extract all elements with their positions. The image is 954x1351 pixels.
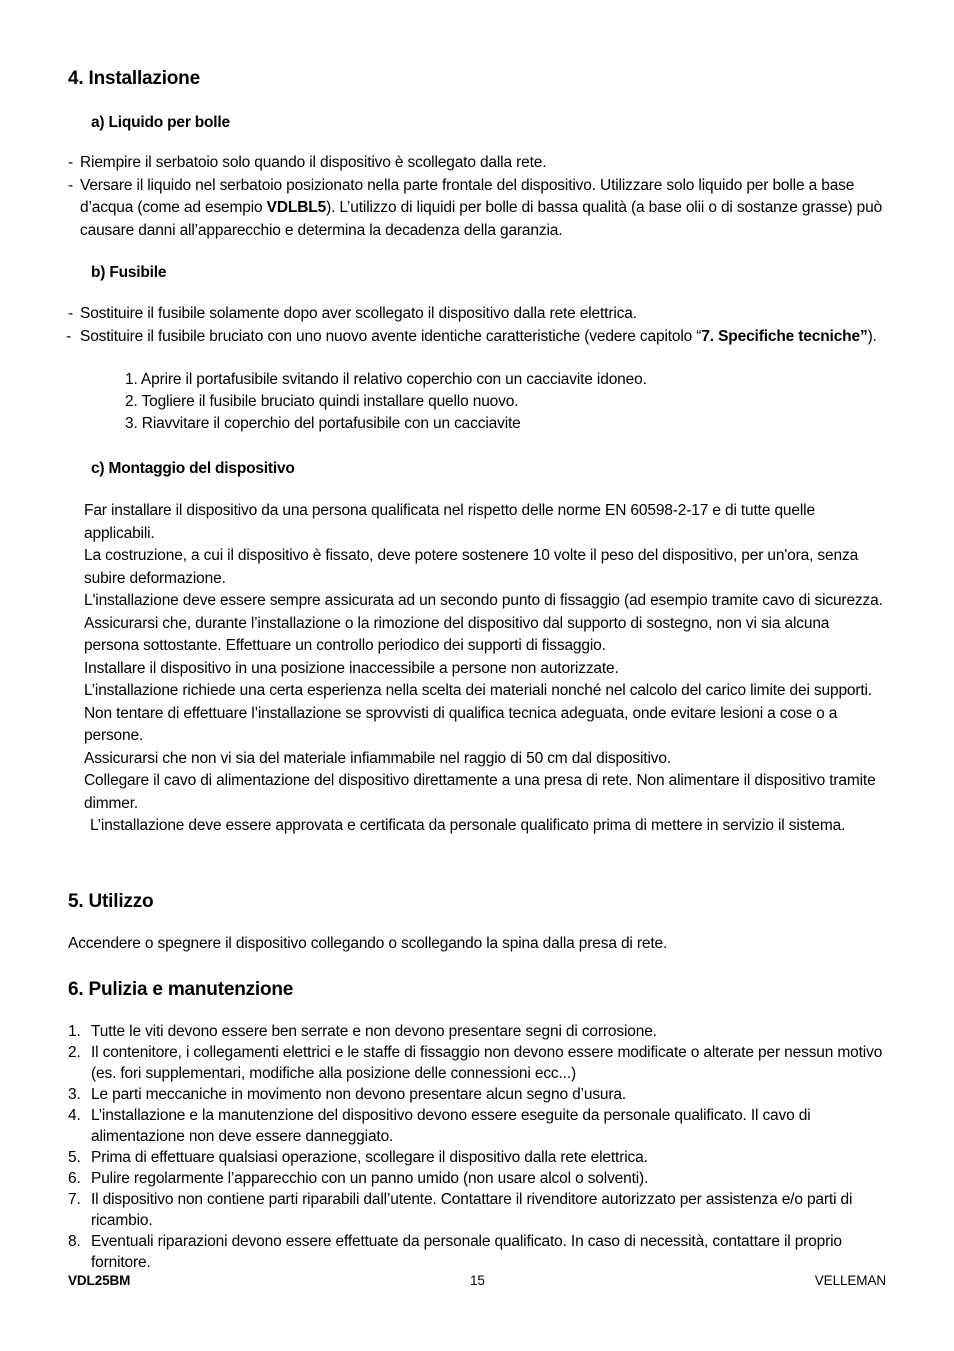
- item-number: 3.: [68, 1086, 81, 1103]
- item-number: 8.: [68, 1233, 81, 1250]
- paragraph: Assicurarsi che, durante l’installazione o la rimozione del dispositivo dal supporto di sostegno, non vi sia alcuna persona sottostante. Effettuare un controllo periodico dei supporti di fissaggio.: [84, 614, 830, 654]
- subsection-b-heading: b) Fusibile: [91, 264, 167, 281]
- paragraph: La costruzione, a cui il dispositivo è fissato, deve potere sostenere 10 volte il peso del dispositivo, per un'ora, senza subire deformazione.: [84, 547, 859, 587]
- paragraph: L'installazione deve essere sempre assicurata ad un secondo punto di fissaggio (ad esempio tramite cavo di sicurezza.: [84, 592, 883, 609]
- list-item: [68, 1168, 883, 1189]
- subsection-a-heading: a) Liquido per bolle: [91, 114, 230, 131]
- list-item: [68, 1147, 883, 1168]
- item-number: 4.: [68, 1107, 81, 1124]
- list-item: [68, 1021, 883, 1042]
- list-item-text: Pulire regolarmente l’apparecchio con un panno umido (non usare alcol o solventi).: [91, 1170, 649, 1187]
- subsection-c-heading: c) Montaggio del dispositivo: [91, 460, 295, 477]
- subsection-c-body: [84, 500, 884, 838]
- step-item: 3. Riavvitare il coperchio del portafusibile con un cacciavite: [125, 415, 521, 432]
- paragraph: Far installare il dispositivo da una persona qualificata nel rispetto delle norme EN 60598-2-17 e di tutte quelle applicabili.: [84, 502, 815, 542]
- maintenance-list: [68, 1021, 883, 1273]
- section-6-heading: 6. Pulizia e manutenzione: [68, 979, 294, 1000]
- list-item-text: Le parti meccaniche in movimento non devono presentare alcun segno d’usura.: [91, 1086, 627, 1103]
- list-item-text: Sostituire il fusibile solamente dopo aver scollegato il dispositivo dalla rete elettrica.: [80, 305, 637, 322]
- section-4-heading: 4. Installazione: [68, 68, 200, 89]
- product-code: VDLBL5: [266, 199, 327, 216]
- subsection-a-list: [68, 152, 883, 242]
- list-item: - Sostituire il fusibile bruciato con uno nuovo avente identiche caratteristiche (vedere capitolo “7. Specifiche tecniche”).: [66, 327, 877, 345]
- list-item: - Riempire il serbatoio solo quando il dispositivo è scollegato dalla rete.: [68, 154, 547, 171]
- footer-page-number: 15: [470, 1273, 485, 1288]
- item-number: 5.: [68, 1149, 81, 1166]
- list-item-text: Versare il liquido nel serbatoio posizionato nella parte frontale del dispositivo. Utilizzare solo liquido per bolle a base d’acqua (come ad esempio: [80, 176, 855, 216]
- item-number: 6.: [68, 1170, 81, 1187]
- footer-brand: VELLEMAN: [814, 1273, 886, 1288]
- list-item-text: Eventuali riparazioni devono essere effettuate da personale qualificato. In caso di necessità, contattare il proprio fornitore.: [91, 1233, 842, 1271]
- list-item-text: Tutte le viti devono essere ben serrate e non devono presentare segni di corrosione.: [91, 1023, 657, 1040]
- paragraph: Collegare il cavo di alimentazione del dispositivo direttamente a una presa di rete. Non alimentare il dispositivo tramite dimmer.: [84, 772, 876, 812]
- paragraph: Installare il dispositivo in una posizione inaccessibile a persone non autorizzate.: [84, 659, 619, 677]
- list-item: [68, 1231, 883, 1273]
- step-item: 1. Aprire il portafusibile svitando il relativo coperchio con un cacciavite idoneo.: [125, 371, 647, 388]
- list-item-text: Sostituire il fusibile bruciato con uno nuovo avente identiche caratteristiche (vedere capitolo “: [80, 327, 702, 345]
- paragraph: L’installazione deve essere approvata e certificata da personale qualificato prima di mettere in servizio il sistema.: [90, 817, 846, 834]
- list-item-text: L’installazione e la manutenzione del dispositivo devono essere eseguite da personale qualificato. Il cavo di alimentazione non deve essere danneggiato.: [91, 1107, 811, 1145]
- list-item: [68, 1042, 883, 1084]
- list-item-text: Prima di effettuare qualsiasi operazione, scollegare il dispositivo dalla rete elettrica.: [91, 1149, 648, 1166]
- list-item-text: ).: [867, 327, 877, 345]
- section-5-heading: 5. Utilizzo: [68, 891, 154, 912]
- list-item-text: ). L’utilizzo di liquidi per bolle di bassa qualità (a base olii o di sostanze grasse) può causare danni all’apparecchio e determina la decadenza della garanzia.: [80, 199, 883, 239]
- list-item: [68, 1084, 883, 1105]
- item-number: 7.: [68, 1191, 81, 1208]
- subsection-b-list: [68, 303, 883, 348]
- list-item: - Sostituire il fusibile solamente dopo aver scollegato il dispositivo dalla rete elettrica.: [68, 305, 637, 322]
- footer-model: VDL25BM: [68, 1273, 131, 1288]
- step-item: 2. Togliere il fusibile bruciato quindi installare quello nuovo.: [125, 393, 519, 410]
- list-item-text: Il contenitore, i collegamenti elettrici e le staffe di fissaggio non devono essere modificate o alterate per nessun motivo (es. fori supplementari, modifiche alla posizione delle connessioni ecc...): [91, 1044, 883, 1082]
- section-5-text: Accendere o spegnere il dispositivo collegando o scollegando la spina dalla presa di rete.: [68, 935, 668, 952]
- list-item: [68, 1189, 883, 1231]
- fuse-steps: [125, 369, 647, 435]
- item-number: 2.: [68, 1044, 81, 1061]
- list-item-text: Riempire il serbatoio solo quando il dispositivo è scollegato dalla rete.: [80, 154, 547, 171]
- list-item: - Versare il liquido nel serbatoio posizionato nella parte frontale del dispositivo. Utilizzare solo liquido per bolle a base d’acqua (come ad esempio VDLBL5). L’utilizzo di liquidi per bolle di bassa qualità (a base olii o di sostanze grasse) può causare danni all’apparecchio e determina la decadenza della garanzia.: [68, 176, 883, 239]
- paragraph: Assicurarsi che non vi sia del materiale infiammabile nel raggio di 50 cm dal dispositivo.: [84, 749, 671, 767]
- item-number: 1.: [68, 1023, 81, 1040]
- list-item-text: Il dispositivo non contiene parti riparabili dall’utente. Contattare il rivenditore autorizzato per assistenza e/o parti di ricambio.: [91, 1191, 853, 1229]
- paragraph: L’installazione richiede una certa esperienza nella scelta dei materiali nonché nel calcolo del carico limite dei supporti. Non tentare di effettuare l’installazione se sprovvisti di qualifica tecnica adeguata, onde evitare lesioni a cose o a persone.: [84, 682, 873, 744]
- chapter-reference: 7. Specifiche tecniche”: [701, 327, 868, 345]
- list-item: [68, 1105, 883, 1147]
